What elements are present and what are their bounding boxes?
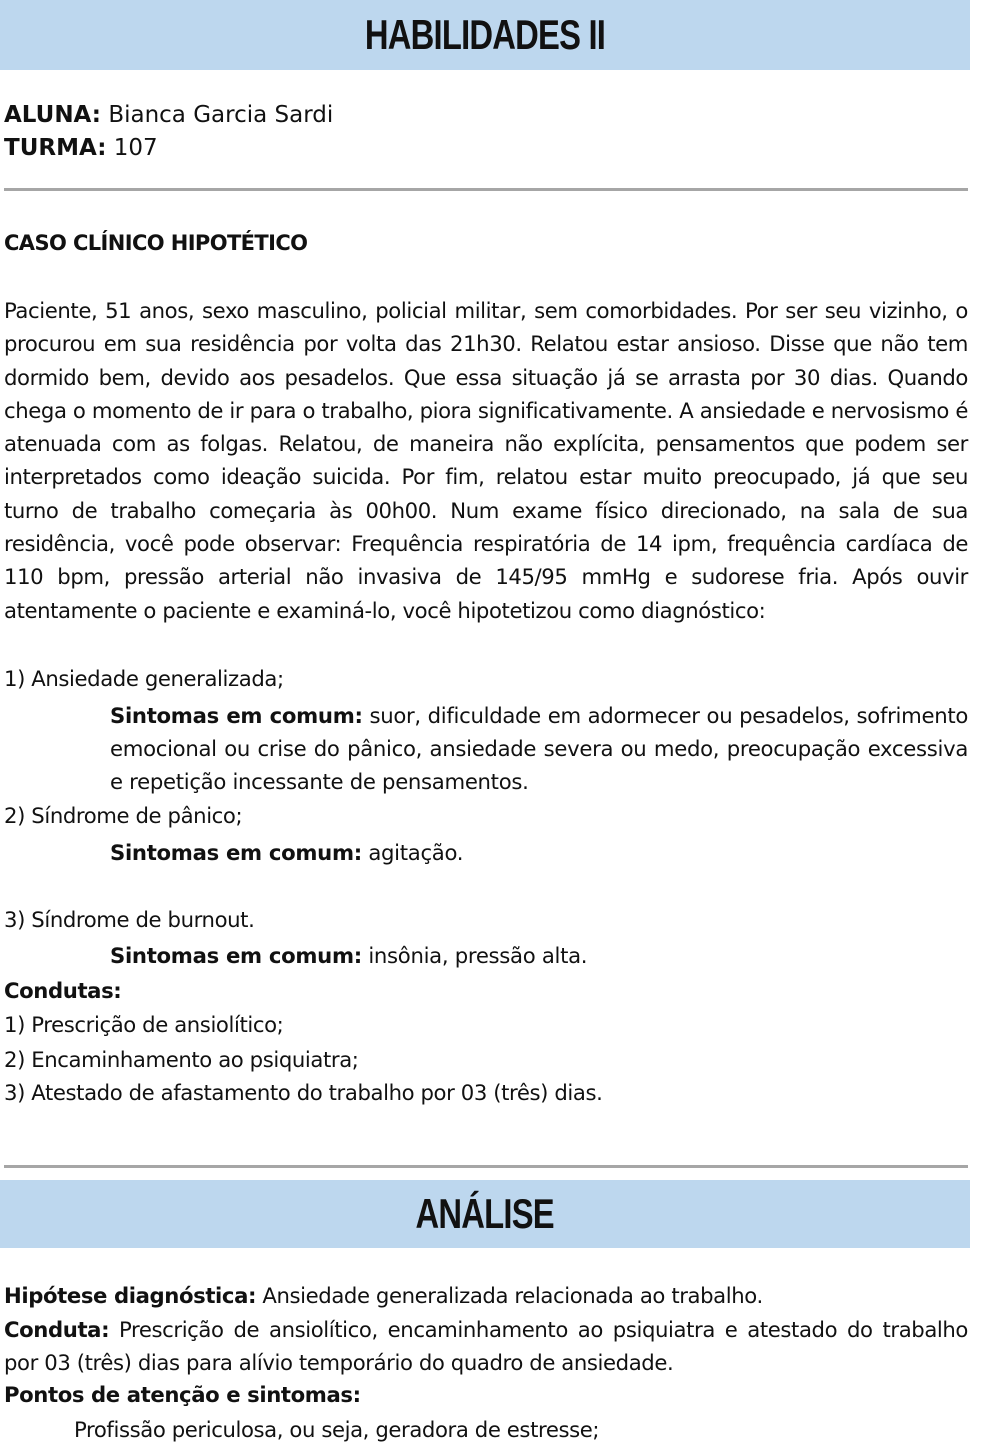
aluna-label: ALUNA: — [4, 102, 101, 128]
conduta-item: 3) Atestado de afastamento do trabalho por 03 (três) dias. — [4, 1080, 603, 1105]
diagnosis-symptoms — [110, 836, 968, 869]
pontos-label: Pontos de atenção e sintomas: — [4, 1382, 361, 1407]
case-title: CASO CLÍNICO HIPOTÉTICO — [4, 231, 308, 255]
analysis-band — [0, 1180, 970, 1248]
conduta-item: 2) Encaminhamento ao psiquiatra; — [4, 1047, 359, 1072]
turma-label: TURMA: — [4, 135, 107, 161]
conduta-label: Conduta: — [4, 1317, 110, 1342]
student-name-line — [4, 99, 333, 131]
conduta-value: Prescrição de ansiolítico, encaminhamento ao psiquiatra e atestado do trabalho por 03 (três) dias para alívio temporário do quadro de ansiedade. — [4, 1317, 968, 1376]
student-class-line — [4, 132, 158, 164]
diagnosis-symptoms — [110, 939, 968, 972]
case-paragraph: Paciente, 51 anos, sexo masculino, policial militar, sem comorbidades. Por ser seu vizinho, o procurou em sua residência por volta das 21h30. Relatou estar ansioso. Disse que não tem dormido bem, devido aos pesadelos. Que essa situação já se arrasta por 30 dias. Quando chega o momento de ir para o trabalho, piora significativamente. A ansiedade e nervosismo é atenuada com as folgas. Relatou, de maneira não explícita, pensamentos que podem ser interpretados como ideação suicida. Por fim, relatou estar muito preocupado, já que seu turno de trabalho começaria às 00h00. Num exame físico direcionado, na sala de sua residência, você pode observar: Frequência respiratória de 14 ipm, frequência cardíaca de 110 bpm, pressão arterial não invasiva de 145/95 mmHg e sudorese fria. Após ouvir atentamente o paciente e examiná-lo, você hipotetizou como diagnóstico: — [4, 298, 968, 623]
symptoms-text: agitação. — [361, 840, 464, 865]
divider — [4, 188, 968, 191]
aluna-value: Bianca Garcia Sardi — [108, 102, 334, 128]
symptoms-text: suor, dificuldade em adormecer ou pesadelos, sofrimento emocional ou crise do pânico, ansiedade severa ou medo, preocupação excessiva e repetição incessante de pensamentos. — [110, 703, 968, 794]
hipotese-label: Hipótese diagnóstica: — [4, 1283, 257, 1308]
symptoms-label: Sintomas em comum: — [110, 943, 362, 968]
diagnosis-item: 3) Síndrome de burnout. — [4, 907, 255, 932]
turma-value: 107 — [113, 135, 158, 161]
condutas-label: Condutas: — [4, 978, 122, 1003]
symptoms-text: insônia, pressão alta. — [361, 943, 588, 968]
conduta-item: 1) Prescrição de ansiolítico; — [4, 1012, 284, 1037]
symptoms-label: Sintomas em comum: — [110, 703, 363, 728]
header-band — [0, 0, 970, 70]
pontos-item: Profissão periculosa, ou seja, geradora de estresse; — [74, 1417, 600, 1442]
analysis-title: ANÁLISE — [415, 1190, 555, 1237]
hipotese-value: Ansiedade generalizada relacionada ao trabalho. — [256, 1283, 763, 1308]
diagnosis-item: 2) Síndrome de pânico; — [4, 803, 243, 828]
symptoms-label: Sintomas em comum: — [110, 840, 362, 865]
page-title: HABILIDADES II — [364, 11, 606, 58]
diagnosis-symptoms — [110, 699, 968, 798]
divider — [4, 1165, 968, 1168]
hipotese-line — [4, 1279, 968, 1312]
conduta-paragraph — [4, 1313, 968, 1380]
diagnosis-item: 1) Ansiedade generalizada; — [4, 666, 284, 691]
